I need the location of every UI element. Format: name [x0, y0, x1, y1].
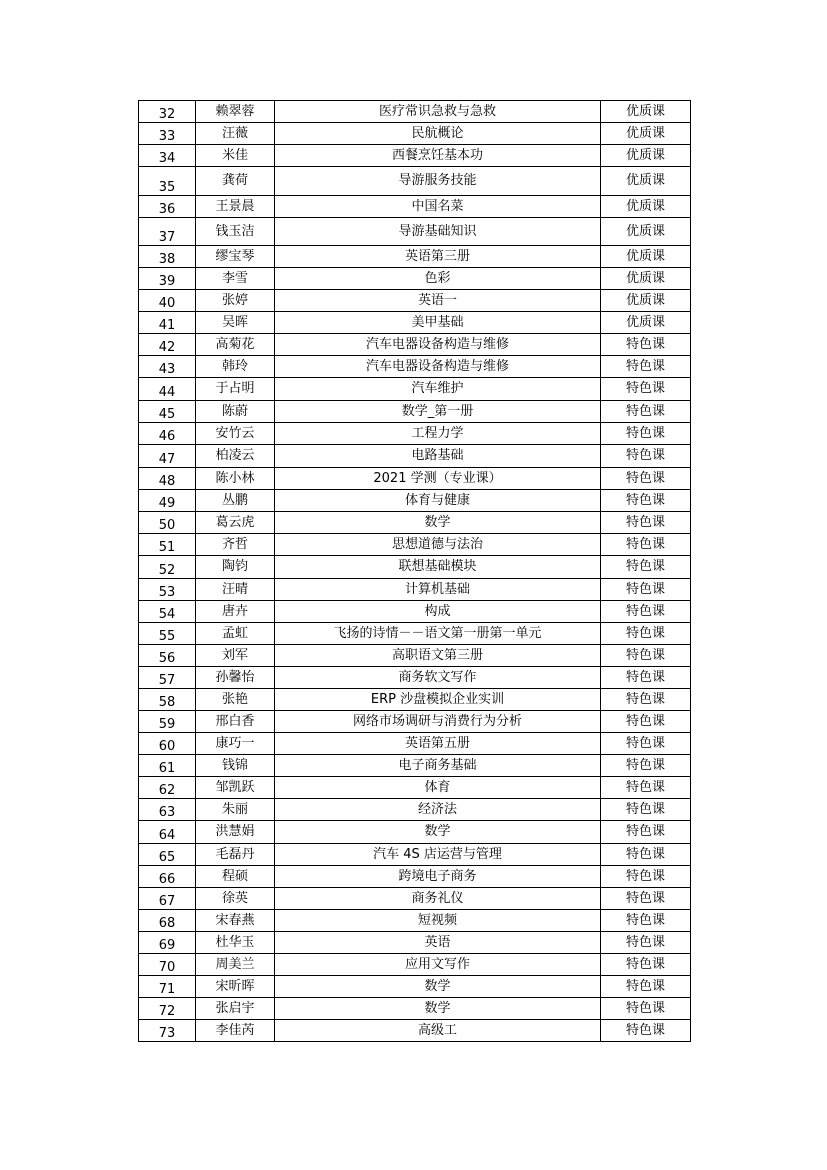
table-row: [139, 101, 691, 123]
course-name-cell: 医疗常识急救与急救: [275, 101, 601, 123]
table-row: [139, 378, 691, 401]
course-type-cell: 特色课: [601, 423, 691, 445]
table-row: [139, 667, 691, 689]
course-name-cell: ERP 沙盘模拟企业实训: [275, 689, 601, 711]
course-type-cell: 优质课: [601, 246, 691, 268]
teacher-name-cell: 宋昕晖: [196, 976, 275, 998]
row-number-cell: 71: [139, 976, 196, 998]
course-type-cell: 优质课: [601, 101, 691, 123]
teacher-name-cell: 唐卉: [196, 601, 275, 623]
course-type-cell: 特色课: [601, 512, 691, 534]
teacher-name-cell: 于占明: [196, 378, 275, 401]
course-type-cell: 特色课: [601, 866, 691, 888]
row-number-cell: 58: [139, 689, 196, 711]
course-name-cell: 体育: [275, 777, 601, 799]
table-row: [139, 167, 691, 196]
teacher-name-cell: 柏凌云: [196, 445, 275, 468]
course-name-cell: 英语一: [275, 290, 601, 312]
course-type-cell: 特色课: [601, 445, 691, 468]
course-type-cell: 特色课: [601, 334, 691, 356]
teacher-name-cell: 王景晨: [196, 196, 275, 218]
course-name-cell: 体育与健康: [275, 490, 601, 512]
course-type-cell: 特色课: [601, 976, 691, 998]
teacher-name-cell: 毛磊丹: [196, 844, 275, 866]
course-type-cell: 特色课: [601, 601, 691, 623]
course-type-cell: 特色课: [601, 490, 691, 512]
table-row: [139, 866, 691, 888]
row-number-cell: 72: [139, 998, 196, 1020]
teacher-name-cell: 安竹云: [196, 423, 275, 445]
table-row: [139, 733, 691, 755]
table-row: [139, 445, 691, 468]
course-name-cell: 高级工: [275, 1020, 601, 1042]
row-number-cell: 57: [139, 667, 196, 689]
course-type-cell: 特色课: [601, 667, 691, 689]
row-number-cell: 50: [139, 512, 196, 534]
teacher-name-cell: 朱丽: [196, 799, 275, 821]
teacher-name-cell: 汪晴: [196, 579, 275, 601]
course-name-cell: 汽车 4S 店运营与管理: [275, 844, 601, 866]
teacher-name-cell: 葛云虎: [196, 512, 275, 534]
course-name-cell: 飞扬的诗情－－语文第一册第一单元: [275, 623, 601, 645]
course-type-cell: 特色课: [601, 998, 691, 1020]
course-type-cell: 特色课: [601, 534, 691, 556]
row-number-cell: 47: [139, 445, 196, 468]
table-row: [139, 334, 691, 356]
teacher-name-cell: 张启宇: [196, 998, 275, 1020]
course-name-cell: 汽车电器设备构造与维修: [275, 334, 601, 356]
row-number-cell: 52: [139, 556, 196, 579]
row-number-cell: 36: [139, 196, 196, 218]
teacher-name-cell: 李佳芮: [196, 1020, 275, 1042]
course-type-cell: 特色课: [601, 932, 691, 954]
teacher-name-cell: 宋春燕: [196, 910, 275, 932]
course-type-cell: 特色课: [601, 711, 691, 733]
table-row: [139, 888, 691, 910]
table-row: [139, 123, 691, 145]
course-type-cell: 特色课: [601, 378, 691, 401]
course-name-cell: 数学: [275, 821, 601, 844]
teacher-name-cell: 邢白香: [196, 711, 275, 733]
course-type-cell: 特色课: [601, 1020, 691, 1042]
table-row: [139, 799, 691, 821]
course-type-cell: 特色课: [601, 623, 691, 645]
course-name-cell: 构成: [275, 601, 601, 623]
table-row: [139, 932, 691, 954]
row-number-cell: 42: [139, 334, 196, 356]
course-type-cell: 优质课: [601, 218, 691, 246]
table-row: [139, 356, 691, 378]
table-row: [139, 290, 691, 312]
course-type-cell: 优质课: [601, 312, 691, 334]
course-name-cell: 电路基础: [275, 445, 601, 468]
course-type-cell: 特色课: [601, 556, 691, 579]
course-name-cell: 民航概论: [275, 123, 601, 145]
teacher-name-cell: 康巧一: [196, 733, 275, 755]
table-row: [139, 246, 691, 268]
course-name-cell: 工程力学: [275, 423, 601, 445]
table-row: [139, 976, 691, 998]
row-number-cell: 45: [139, 401, 196, 423]
course-name-cell: 2021 学测（专业课）: [275, 468, 601, 490]
row-number-cell: 63: [139, 799, 196, 821]
table-row: [139, 490, 691, 512]
course-name-cell: 英语: [275, 932, 601, 954]
table-row: [139, 998, 691, 1020]
course-name-cell: 色彩: [275, 268, 601, 290]
course-type-cell: 优质课: [601, 167, 691, 196]
course-name-cell: 导游服务技能: [275, 167, 601, 196]
row-number-cell: 56: [139, 645, 196, 667]
row-number-cell: 66: [139, 866, 196, 888]
teacher-name-cell: 周美兰: [196, 954, 275, 976]
row-number-cell: 48: [139, 468, 196, 490]
table-row: [139, 579, 691, 601]
table-row: [139, 268, 691, 290]
teacher-name-cell: 张婷: [196, 290, 275, 312]
row-number-cell: 62: [139, 777, 196, 799]
course-name-cell: 应用文写作: [275, 954, 601, 976]
teacher-name-cell: 徐英: [196, 888, 275, 910]
table-row: [139, 844, 691, 866]
table-row: [139, 512, 691, 534]
course-type-cell: 特色课: [601, 733, 691, 755]
row-number-cell: 60: [139, 733, 196, 755]
row-number-cell: 38: [139, 246, 196, 268]
row-number-cell: 33: [139, 123, 196, 145]
teacher-name-cell: 陶钧: [196, 556, 275, 579]
teacher-name-cell: 高菊花: [196, 334, 275, 356]
course-name-cell: 美甲基础: [275, 312, 601, 334]
course-name-cell: 经济法: [275, 799, 601, 821]
row-number-cell: 40: [139, 290, 196, 312]
row-number-cell: 54: [139, 601, 196, 623]
course-type-cell: 特色课: [601, 468, 691, 490]
course-name-cell: 西餐烹饪基本功: [275, 145, 601, 167]
row-number-cell: 68: [139, 910, 196, 932]
course-name-cell: 计算机基础: [275, 579, 601, 601]
row-number-cell: 35: [139, 167, 196, 196]
row-number-cell: 51: [139, 534, 196, 556]
row-number-cell: 34: [139, 145, 196, 167]
course-name-cell: 汽车电器设备构造与维修: [275, 356, 601, 378]
course-name-cell: 数学: [275, 512, 601, 534]
course-name-cell: 英语第五册: [275, 733, 601, 755]
row-number-cell: 32: [139, 101, 196, 123]
table-row: [139, 623, 691, 645]
row-number-cell: 69: [139, 932, 196, 954]
teacher-name-cell: 米佳: [196, 145, 275, 167]
table-row: [139, 468, 691, 490]
course-type-cell: 特色课: [601, 821, 691, 844]
course-name-cell: 高职语文第三册: [275, 645, 601, 667]
course-name-cell: 数学_第一册: [275, 401, 601, 423]
row-number-cell: 73: [139, 1020, 196, 1042]
row-number-cell: 59: [139, 711, 196, 733]
row-number-cell: 61: [139, 755, 196, 777]
course-name-cell: 汽车维护: [275, 378, 601, 401]
row-number-cell: 41: [139, 312, 196, 334]
course-type-cell: 特色课: [601, 579, 691, 601]
course-name-cell: 联想基础模块: [275, 556, 601, 579]
table-row: [139, 423, 691, 445]
course-name-cell: 商务礼仪: [275, 888, 601, 910]
row-number-cell: 55: [139, 623, 196, 645]
teacher-name-cell: 洪慧娟: [196, 821, 275, 844]
course-name-cell: 跨境电子商务: [275, 866, 601, 888]
teacher-name-cell: 孙馨怡: [196, 667, 275, 689]
teacher-name-cell: 齐哲: [196, 534, 275, 556]
teacher-name-cell: 程硕: [196, 866, 275, 888]
course-type-cell: 优质课: [601, 290, 691, 312]
teacher-name-cell: 汪薇: [196, 123, 275, 145]
table-row: [139, 1020, 691, 1042]
teacher-name-cell: 孟虹: [196, 623, 275, 645]
table-row: [139, 145, 691, 167]
course-type-cell: 特色课: [601, 401, 691, 423]
teacher-name-cell: 李雪: [196, 268, 275, 290]
table-row: [139, 821, 691, 844]
teacher-name-cell: 陈小林: [196, 468, 275, 490]
course-type-cell: 特色课: [601, 954, 691, 976]
row-number-cell: 46: [139, 423, 196, 445]
row-number-cell: 70: [139, 954, 196, 976]
course-name-cell: 网络市场调研与消费行为分析: [275, 711, 601, 733]
course-type-cell: 特色课: [601, 777, 691, 799]
table-row: [139, 711, 691, 733]
row-number-cell: 44: [139, 378, 196, 401]
row-number-cell: 43: [139, 356, 196, 378]
table-row: [139, 401, 691, 423]
course-type-cell: 特色课: [601, 645, 691, 667]
teacher-name-cell: 张艳: [196, 689, 275, 711]
teacher-name-cell: 钱玉洁: [196, 218, 275, 246]
course-name-cell: 数学: [275, 976, 601, 998]
teacher-name-cell: 陈蔚: [196, 401, 275, 423]
table-row: [139, 777, 691, 799]
course-type-cell: 特色课: [601, 689, 691, 711]
row-number-cell: 67: [139, 888, 196, 910]
table-row: [139, 312, 691, 334]
course-name-cell: 中国名菜: [275, 196, 601, 218]
course-name-cell: 思想道德与法治: [275, 534, 601, 556]
teacher-name-cell: 钱锦: [196, 755, 275, 777]
course-type-cell: 特色课: [601, 888, 691, 910]
table-row: [139, 689, 691, 711]
course-name-cell: 导游基础知识: [275, 218, 601, 246]
teacher-name-cell: 吴晖: [196, 312, 275, 334]
row-number-cell: 39: [139, 268, 196, 290]
table-row: [139, 954, 691, 976]
teacher-name-cell: 韩玲: [196, 356, 275, 378]
course-name-cell: 英语第三册: [275, 246, 601, 268]
table-row: [139, 196, 691, 218]
table-row: [139, 534, 691, 556]
row-number-cell: 53: [139, 579, 196, 601]
table-row: [139, 601, 691, 623]
teacher-name-cell: 丛鹏: [196, 490, 275, 512]
course-type-cell: 优质课: [601, 268, 691, 290]
table-row: [139, 556, 691, 579]
teacher-name-cell: 缪宝琴: [196, 246, 275, 268]
course-table-body: [139, 101, 691, 1042]
row-number-cell: 49: [139, 490, 196, 512]
course-type-cell: 优质课: [601, 123, 691, 145]
course-type-cell: 特色课: [601, 755, 691, 777]
course-type-cell: 特色课: [601, 844, 691, 866]
teacher-name-cell: 杜华玉: [196, 932, 275, 954]
course-table: [138, 100, 691, 1042]
teacher-name-cell: 邹凯跃: [196, 777, 275, 799]
table-row: [139, 755, 691, 777]
table-row: [139, 218, 691, 246]
row-number-cell: 64: [139, 821, 196, 844]
teacher-name-cell: 赖翠蓉: [196, 101, 275, 123]
course-type-cell: 优质课: [601, 145, 691, 167]
course-type-cell: 特色课: [601, 799, 691, 821]
teacher-name-cell: 龚荷: [196, 167, 275, 196]
row-number-cell: 65: [139, 844, 196, 866]
teacher-name-cell: 刘军: [196, 645, 275, 667]
table-row: [139, 645, 691, 667]
course-name-cell: 数学: [275, 998, 601, 1020]
course-name-cell: 商务软文写作: [275, 667, 601, 689]
course-name-cell: 短视频: [275, 910, 601, 932]
table-row: [139, 910, 691, 932]
course-type-cell: 特色课: [601, 910, 691, 932]
course-type-cell: 特色课: [601, 356, 691, 378]
course-name-cell: 电子商务基础: [275, 755, 601, 777]
row-number-cell: 37: [139, 218, 196, 246]
course-type-cell: 优质课: [601, 196, 691, 218]
